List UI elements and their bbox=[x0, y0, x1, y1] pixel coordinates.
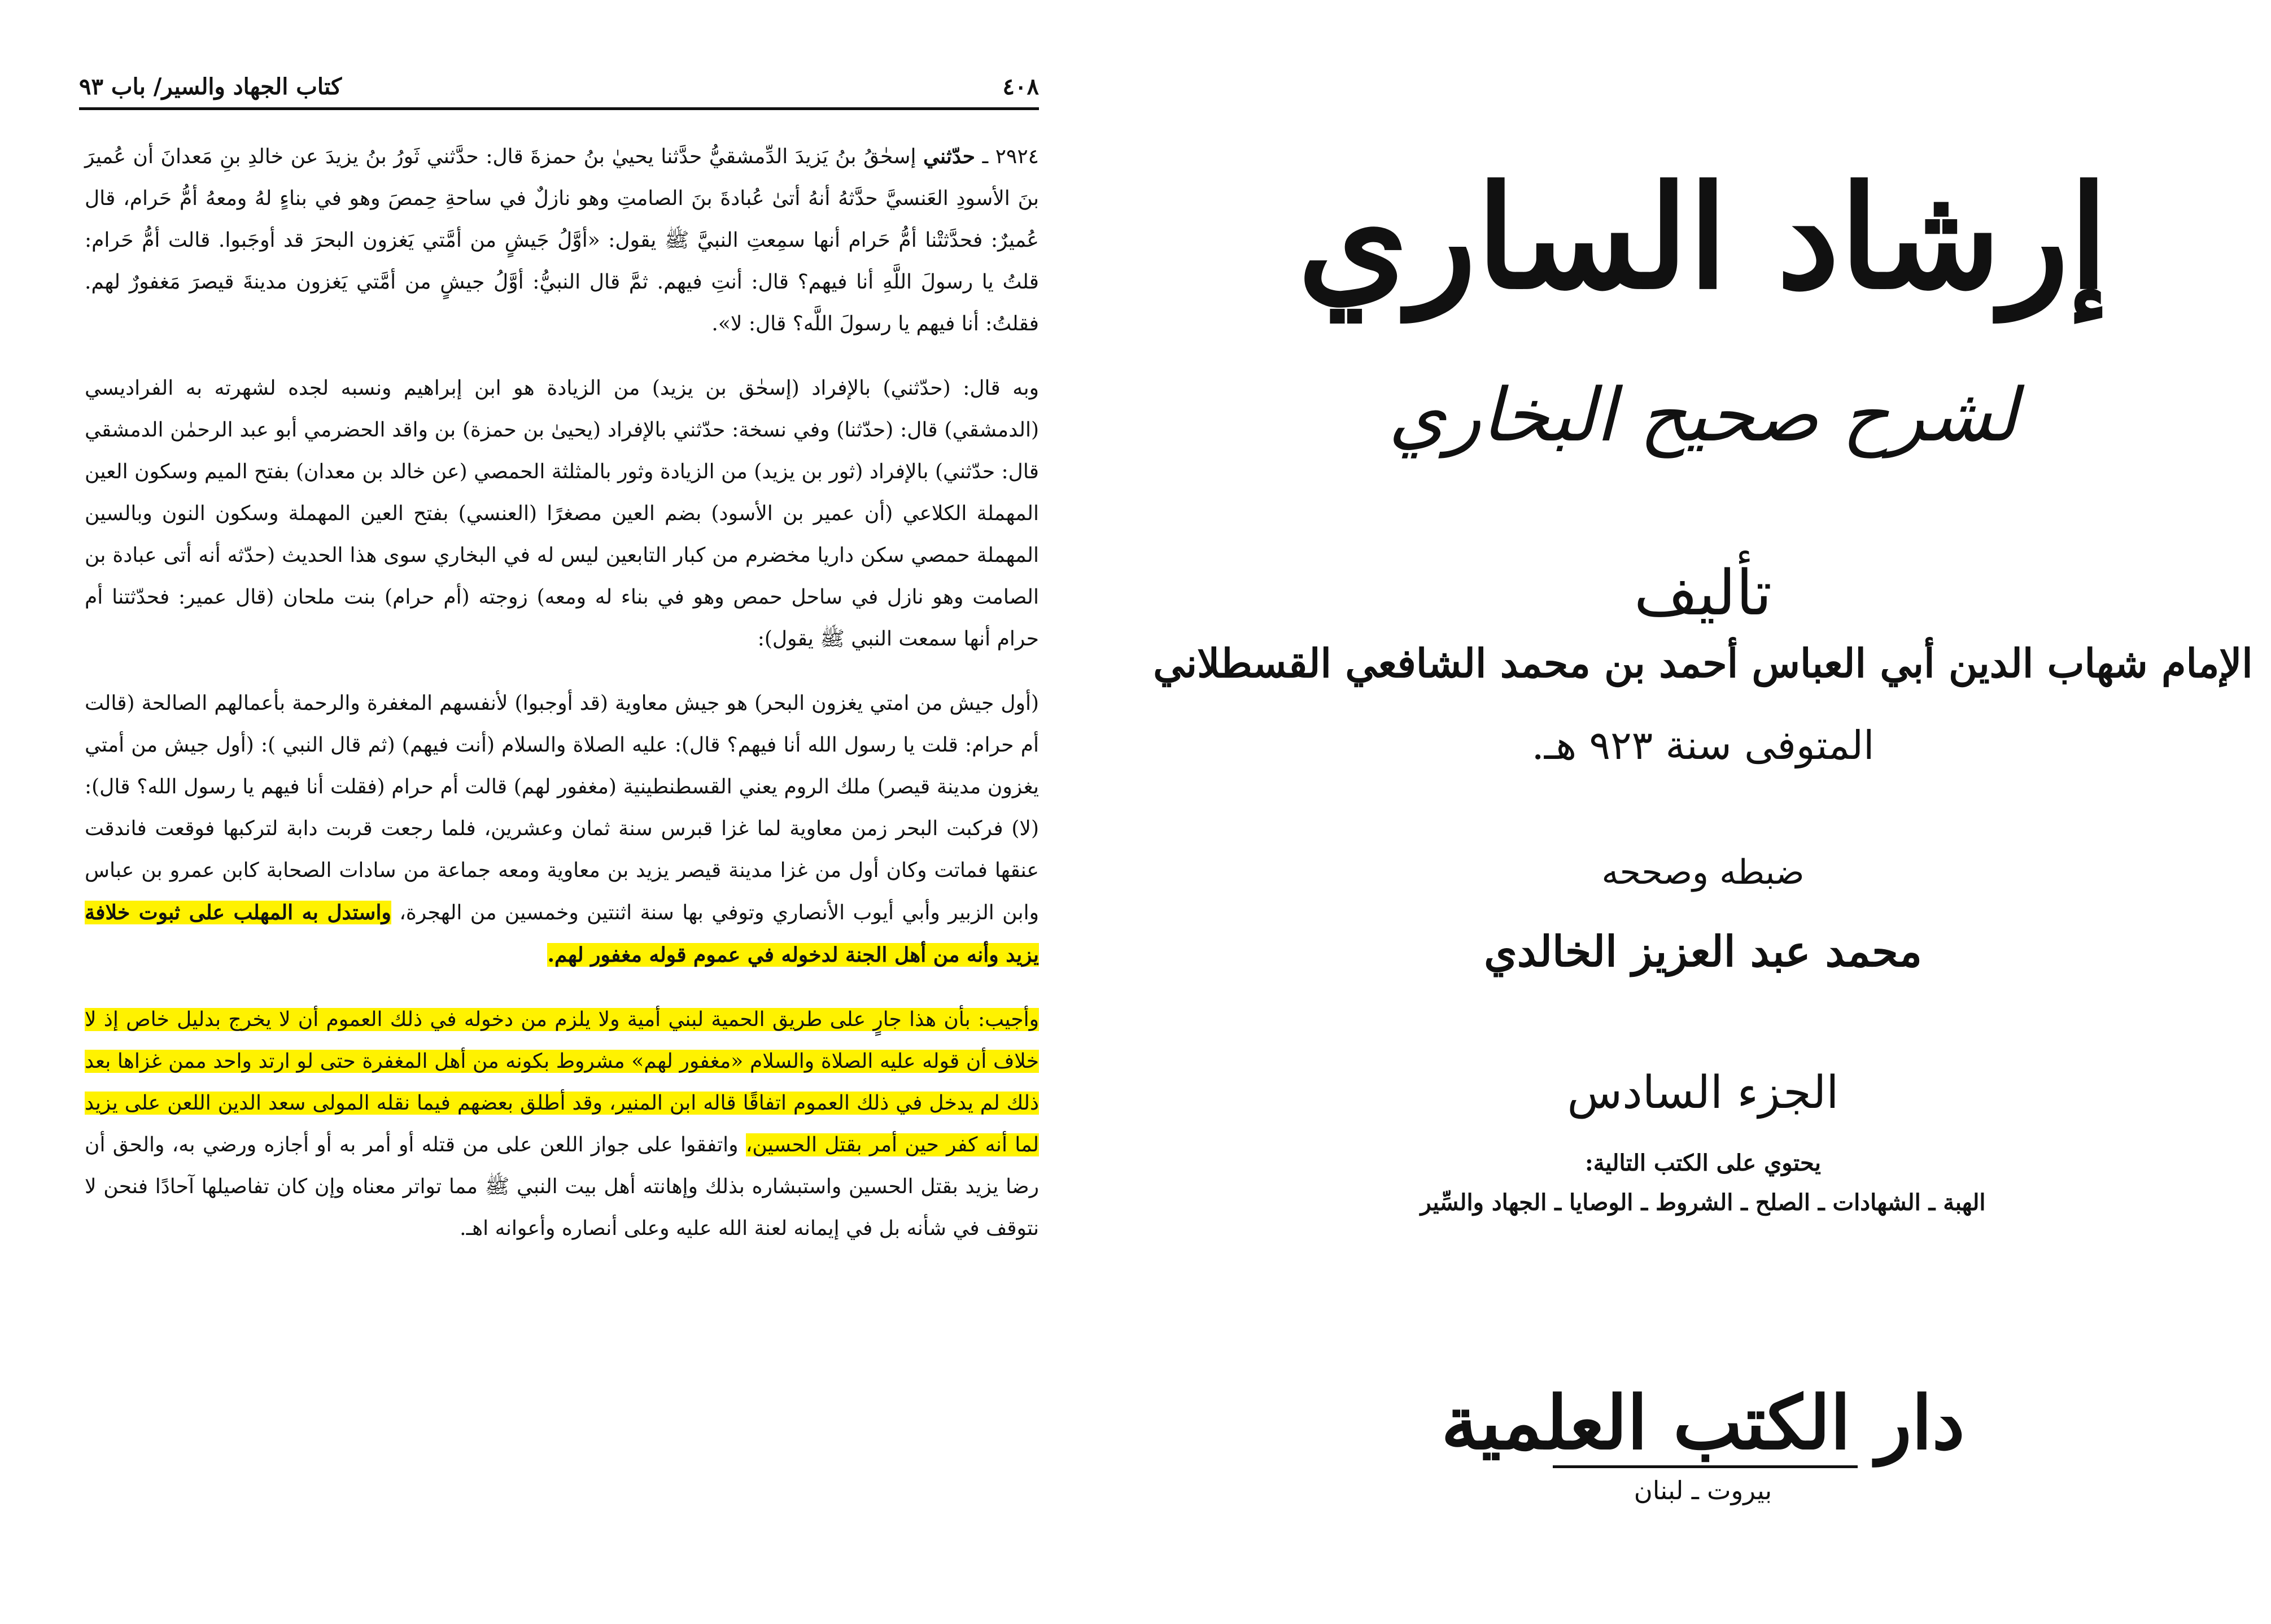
body-text bbox=[85, 136, 1039, 1272]
book-subtitle: لشرح صحيح البخاري bbox=[1388, 372, 2018, 458]
header-rule bbox=[79, 107, 1039, 110]
commentary-paragraph-3 bbox=[85, 999, 1039, 1250]
commentary-text-1: وبه قال: (حدّثني) بالإفراد (إسحٰق بن يزيد) من الزيادة هو ابن إبراهيم ونسبه لجده لشهرته به الفراديسي (الدمشقي) قال: (حدّثنا) وفي نسخة: حدّثني بالإفراد (يحيىٰ بن حمزة) بن واقد الحضرمي أبو عبد الرحمٰن الدمشقي قال: حدّثني) بالإفراد (ثور بن يزيد) من الزيادة وثور بالمثلثة الحمصي (عن خالد بن معدان) بفتح الميم وسكون العين المهملة الكلاعي (أن عمير بن الأسود) بضم العين مصغرًا (العنسي) بفتح العين المهملة وسكون النون وبالسين المهملة حمصي سكن داريا مخضرم من كبار التابعين ليس له في البخاري سوى هذا الحديث (حدّثه أنه أتى عبادة بن الصامت وهو نازل في ساحل حمص وهو في بناء له ومعه) زوجته (أم حرام) بنت ملحان (قال عمير: فحدّثتنا أم حرام أنها سمعت النبي ﷺ يقول): bbox=[85, 377, 1039, 651]
left-page bbox=[0, 0, 1135, 1624]
hadith-text: إسحٰقُ بنُ يَزيدَ الدِّمشقيُّ حدَّثنا يحييٰ بنُ حمزةَ قال: حدَّثني ثَورُ بنُ يزيدَ عن خالدِ بنِ مَعدانَ أن عُميرَ بنَ الأسودِ العَنسيَّ حدَّثهُ أنهُ أتىٰ عُبادةَ بنَ الصامتِ وهو نازلٌ في ساحةِ حِمصَ وهو في بناءٍ لهُ ومعهُ أمُّ حَرام، قال عُميرٌ: فحدَّثتْنا أمُّ حَرام أنها سمِعتِ النبيَّ ﷺ يقول: «أوَّلُ جَيشٍ من أمَّتي يَغزون البحرَ قد أوجَبوا. قالت أمُّ حَرام: قلتُ يا رسولَ اللَّهِ أنا فيهم؟ قال: أنتِ فيهم. ثمَّ قال النبيُّ: أوَّلُ جيشٍ من أمَّتي يَغزون مدينةَ قيصرَ مَغفورٌ لهم. فقلتُ: أنا فيهم يا رسولَ اللَّه؟ قال: لا». bbox=[85, 145, 1040, 335]
contents-books: الهبة ـ الشهادات ـ الصلح ـ الشروط ـ الوصايا ـ الجهاد والسِّير bbox=[1420, 1189, 1986, 1216]
hadith-number: ٢٩٢٤ ـ bbox=[982, 145, 1039, 168]
book-title: إرشاد الساري bbox=[1298, 154, 2108, 320]
publisher-name: دار الكتب العلمية bbox=[1441, 1379, 1965, 1466]
title-page bbox=[1135, 0, 2271, 1624]
contents-label: يحتوي على الكتب التالية: bbox=[1585, 1150, 1821, 1176]
authorship-label: تأليف bbox=[1634, 557, 1772, 629]
highlighted-passage-2: وأجيب: بأن هذا جارٍ على طريق الحمية لبني أمية ولا يلزم من دخوله في ذلك العموم أن لا يخرج بدليل خاص إذ لا خلاف أن قوله عليه الصلاة والسلام «مغفور لهم» مشروط بكونه من أهل المغفرة حتى لو ارتد واحد ممن غزاها بعد ذلك لم يدخل في ذلك العموم اتفاقًا قاله ابن المنير، وقد أطلق بعضهم فيما نقله المولى سعد الدين اللعن على يزيد لما أنه كفر حين أمر بقتل الحسين، bbox=[85, 1008, 1039, 1156]
hadith-lead: حدّثني bbox=[923, 145, 976, 168]
commentary-paragraph-2 bbox=[85, 683, 1039, 976]
commentary-text-3: واتفقوا على جواز اللعن على من قتله أو أمر به أو أجازه ورضي به، والحق أن رضا يزيد بقتل الحسين واستبشاره بذلك وإهانته أهل بيت النبي ﷺ مما تواتر معناه وإن كان تفاصيلها آحادًا فنحن لا نتوقف في شأنه بل في إيمانه لعنة الله عليه وعلى أنصاره وأعوانه اهـ. bbox=[85, 1133, 1039, 1240]
commentary-text-2: (أول جيش من امتي يغزون البحر) هو جيش معاوية (قد أوجبوا) لأنفسهم المغفرة والرحمة بأعمالهم الصالحة (قالت أم حرام: قلت يا رسول الله أنا فيهم؟ قال): عليه الصلاة والسلام (أنت فيهم) (ثم قال النبي ): (أول جيش من أمتي يغزون مدينة قيصر) ملك الروم يعني القسطنطينية (مغفور لهم) قالت أم حرام (فقلت أنا فيهم يا رسول الله؟ قال): (لا) فركبت البحر زمن معاوية لما غزا قبرس سنة ثمان وعشرين، فلما رجعت قربت دابة لتركبها فوقعت فاندقت عنقها فماتت وكان أول من غزا مدينة قيصر يزيد بن معاوية ومعه جماعة من سادات الصحابة كابن عمرو بن عباس وابن الزبير وأبي أيوب الأنصاري وتوفي بها سنة اثنتين وخمسين من الهجرة، bbox=[85, 692, 1039, 924]
author-death-date: المتوفى سنة ٩٢٣ هـ. bbox=[1531, 722, 1875, 769]
author-name: الإمام شهاب الدين أبي العباس أحمد بن محمد الشافعي القسطلاني bbox=[1153, 640, 2253, 687]
publisher-city: بيروت ـ لبنان bbox=[1634, 1475, 1772, 1505]
header-title: كتاب الجهاد والسير/ باب ٩٣ bbox=[79, 73, 342, 100]
editing-label: ضبطه وصححه bbox=[1601, 853, 1805, 892]
commentary-paragraph-1 bbox=[85, 368, 1039, 660]
running-header bbox=[79, 68, 1039, 107]
publisher-rule bbox=[1553, 1465, 1858, 1468]
highlighted-passage-1: واستدل به المهلب على ثبوت خلافة يزيد وأنه من أهل الجنة لدخوله في عموم قوله مغفور لهم. bbox=[85, 901, 1039, 967]
volume-label: الجزء السادس bbox=[1567, 1066, 1839, 1119]
hadith-paragraph bbox=[85, 136, 1039, 345]
editor-name: محمد عبد العزيز الخالدي bbox=[1484, 927, 1922, 976]
page-number: ٤٠٨ bbox=[1002, 73, 1039, 100]
